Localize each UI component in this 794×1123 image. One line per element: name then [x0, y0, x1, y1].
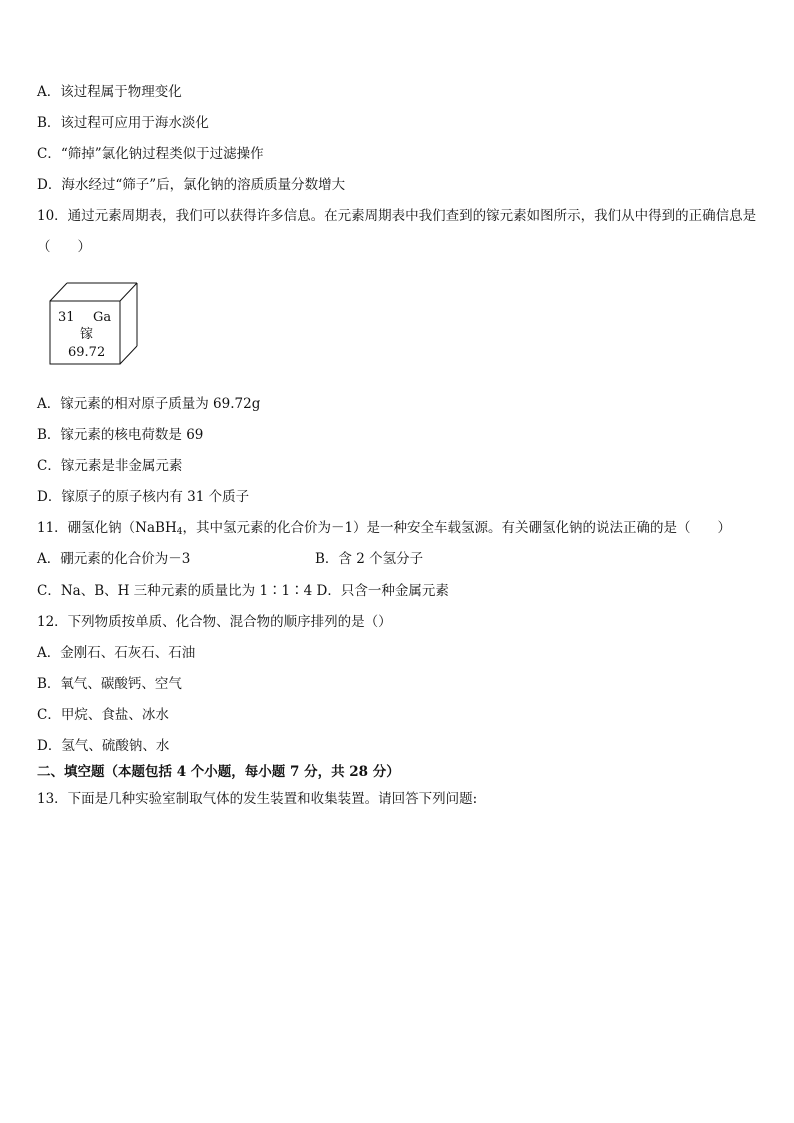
q12-option-a: A．金刚石、石灰石、石油 — [37, 645, 196, 661]
q10-option-d: D．镓原子的原子核内有 31 个质子 — [37, 489, 250, 505]
gallium-element-card — [45, 282, 140, 367]
q11-stem-subscript: 4 — [176, 527, 183, 537]
q9-option-b: B．该过程可应用于海水淡化 — [37, 115, 209, 131]
q9-option-d: D．海水经过“筛子”后，氯化钠的溶质质量分数增大 — [37, 177, 346, 193]
element-symbol: Ga — [93, 310, 112, 325]
atomic-mass: 69.72 — [68, 345, 106, 360]
q12-option-b: B．氧气、碳酸钙、空气 — [37, 676, 182, 692]
q10-option-c: C．镓元素是非金属元素 — [37, 458, 183, 474]
q12-stem: 12．下列物质按单质、化合物、混合物的顺序排列的是（） — [37, 614, 392, 630]
q11-stem-start: 11．硼氢化钠（NaBH — [37, 520, 177, 536]
q13-stem: 13．下面是几种实验室制取气体的发生装置和收集装置。请回答下列问题: — [37, 791, 478, 807]
q11-stem — [37, 519, 731, 541]
q12-option-d: D．氢气、硫酸钠、水 — [37, 738, 170, 754]
section-heading: 二、填空题（本题包括 4 个小题，每小题 7 分，共 28 分） — [37, 764, 400, 780]
q11-option-b: B．含 2 个氢分子 — [315, 551, 424, 567]
element-name: 镓 — [80, 327, 94, 342]
q12-option-c: C．甲烷、食盐、冰水 — [37, 707, 169, 723]
q9-option-a: A．该过程属于物理变化 — [37, 84, 182, 100]
q11-option-a: A．硼元素的化合价为－3 — [37, 551, 191, 567]
q11-option-cd: C．Na、B、H 三种元素的质量比为 1∶1∶4 D．只含一种金属元素 — [37, 583, 449, 599]
q10-stem: 10．通过元素周期表，我们可以获得许多信息。在元素周期表中我们查到的镓元素如图所示，我们从中得到的正确信息是（ ） — [37, 208, 757, 255]
q11-stem-end: ，其中氢元素的化合价为－1）是一种安全车载氢源。有关硼氢化钠的说法正确的是（ ） — [182, 520, 732, 536]
atomic-number: 31 — [58, 310, 75, 325]
q9-option-c: C．“筛掉”氯化钠过程类似于过滤操作 — [37, 146, 264, 162]
q10-option-a: A．镓元素的相对原子质量为 69.72g — [37, 396, 261, 412]
q10-option-b: B．镓元素的核电荷数是 69 — [37, 427, 204, 443]
